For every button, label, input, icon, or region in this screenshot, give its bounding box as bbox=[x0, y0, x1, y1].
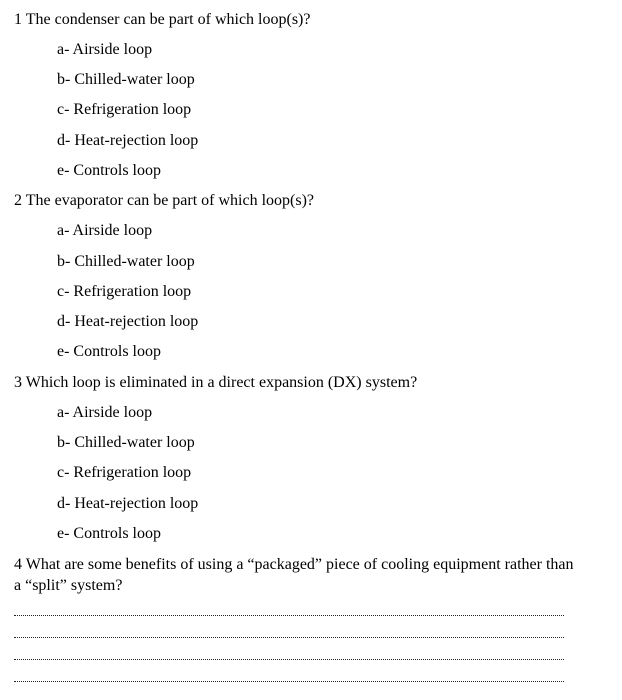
question-1-option-e: e- Controls loop bbox=[57, 162, 161, 179]
question-3-option-a: a- Airside loop bbox=[57, 404, 153, 421]
answer-line-1[interactable] bbox=[14, 615, 564, 616]
question-2-text: 2 The evaporator can be part of which loop(s)? bbox=[14, 192, 315, 209]
question-1-option-c: c- Refrigeration loop bbox=[57, 101, 192, 118]
question-3-text: 3 Which loop is eliminated in a direct expansion (DX) system? bbox=[14, 374, 418, 391]
answer-line-3[interactable] bbox=[14, 659, 564, 660]
question-3-option-e: e- Controls loop bbox=[57, 525, 161, 542]
question-2-option-b: b- Chilled-water loop bbox=[57, 253, 195, 270]
question-2-option-c: c- Refrigeration loop bbox=[57, 283, 192, 300]
question-2-option-e: e- Controls loop bbox=[57, 343, 161, 360]
question-2-option-d: d- Heat-rejection loop bbox=[57, 313, 199, 330]
question-1-text: 1 The condenser can be part of which loop(s)? bbox=[14, 11, 311, 28]
question-1-option-a: a- Airside loop bbox=[57, 41, 153, 58]
question-2-option-a: a- Airside loop bbox=[57, 222, 153, 239]
question-1-option-b: b- Chilled-water loop bbox=[57, 71, 195, 88]
question-3-option-b: b- Chilled-water loop bbox=[57, 434, 195, 451]
answer-line-4[interactable] bbox=[14, 681, 564, 682]
question-1-option-d: d- Heat-rejection loop bbox=[57, 132, 199, 149]
answer-line-2[interactable] bbox=[14, 637, 564, 638]
question-3-option-d: d- Heat-rejection loop bbox=[57, 495, 199, 512]
question-3-option-c: c- Refrigeration loop bbox=[57, 464, 192, 481]
question-4-text: 4 What are some benefits of using a “packaged” piece of cooling equipment rather than a “split” system? bbox=[14, 556, 574, 594]
